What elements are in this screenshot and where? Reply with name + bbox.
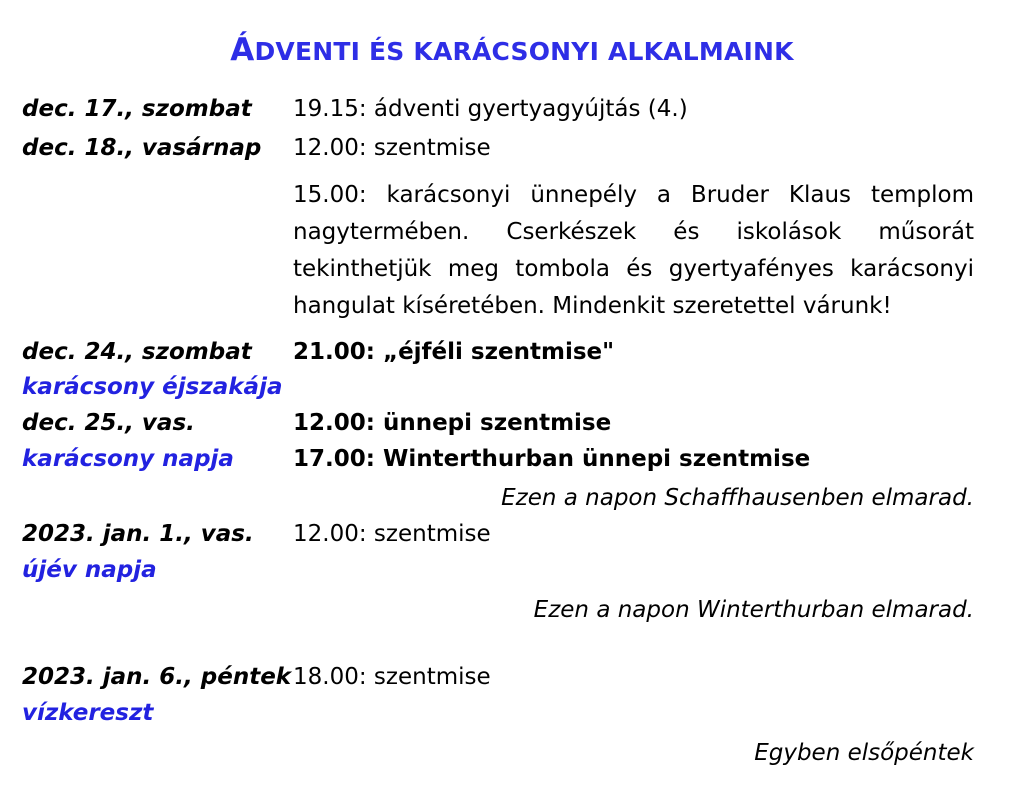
feast-epiphany: vízkereszt xyxy=(22,700,154,726)
date-dec-17: dec. 17., szombat xyxy=(22,96,252,122)
title-initial: Á xyxy=(230,32,255,68)
title-rest: DVENTI ÉS KARÁCSONYI ALKALMAINK xyxy=(254,37,794,66)
event-dec-18-mass: 12.00: szentmise xyxy=(293,135,491,161)
event-dec-18-christmas-celebration: 15.00: karácsonyi ünnepély a Bruder Klaus templom nagytermében. Cserkészek és iskolások műsorát tekinthetjük meg tombola és gyertyafényes karácsonyi hangulat kíséretében. Mindenkit szeretettel várunk! xyxy=(293,182,974,319)
feast-christmas-day: karácsony napja xyxy=(22,446,234,472)
event-dec-25-winterthur-mass: 17.00: Winterthurban ünnepi szentmise xyxy=(293,446,811,472)
date-jan-1: 2023. jan. 1., vas. xyxy=(22,521,254,547)
note-dec-25-schaffhausen: Ezen a napon Schaffhausenben elmarad. xyxy=(501,485,974,511)
event-dec-17-advent-candle: 19.15: ádventi gyertyagyújtás (4.) xyxy=(293,96,688,122)
event-jan-6-mass: 18.00: szentmise xyxy=(293,664,491,690)
date-dec-25: dec. 25., vas. xyxy=(22,410,195,436)
note-jan-6-first-friday: Egyben elsőpéntek xyxy=(754,740,974,766)
feast-christmas-eve: karácsony éjszakája xyxy=(22,374,283,400)
date-jan-6: 2023. jan. 6., péntek xyxy=(22,664,292,690)
event-dec-25-festive-mass: 12.00: ünnepi szentmise xyxy=(293,410,612,436)
date-dec-24: dec. 24., szombat xyxy=(22,339,252,365)
feast-new-year: újév napja xyxy=(22,557,157,583)
note-jan-1-winterthur: Ezen a napon Winterthurban elmarad. xyxy=(533,597,974,623)
date-dec-18: dec. 18., vasárnap xyxy=(22,135,262,161)
page-title xyxy=(0,28,1024,74)
event-dec-24-midnight-mass: 21.00: „éjféli szentmise" xyxy=(293,339,615,365)
event-jan-1-mass: 12.00: szentmise xyxy=(293,521,491,547)
